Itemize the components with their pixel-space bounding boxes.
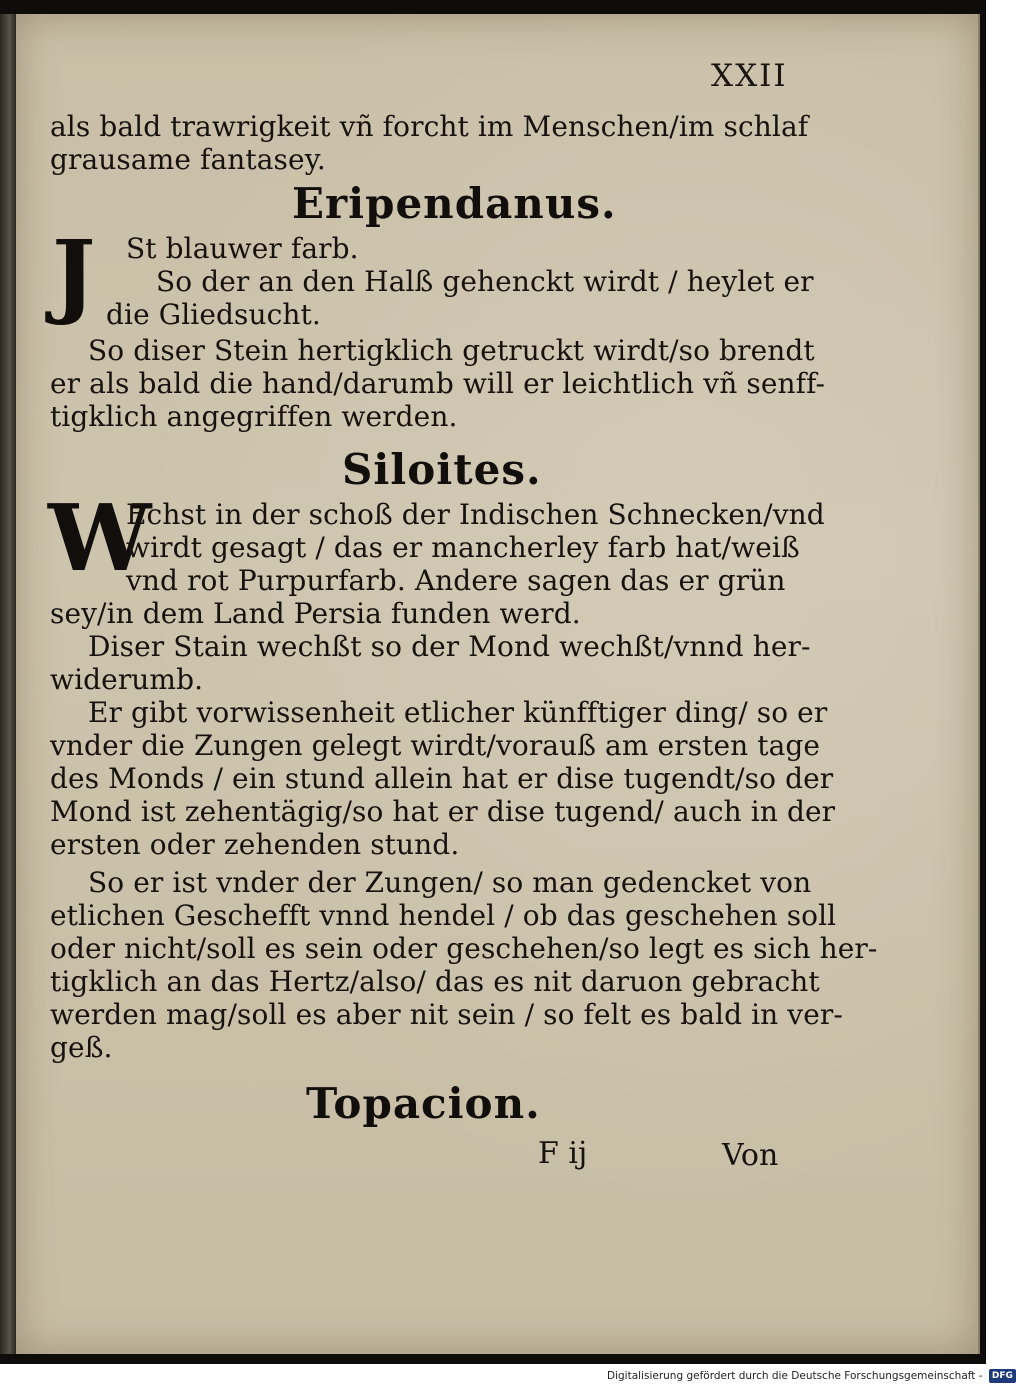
text-line: wirdt gesagt / das er mancherley farb hat/weiß bbox=[126, 531, 800, 564]
signature-mark: F ij bbox=[538, 1136, 588, 1171]
dfg-logo: DFG bbox=[989, 1369, 1016, 1383]
text-line: ersten oder zehenden stund. bbox=[50, 828, 460, 861]
catchword: Von bbox=[722, 1138, 779, 1173]
text-line: grausame fantasey. bbox=[50, 143, 326, 176]
book-page bbox=[16, 14, 980, 1354]
text-line: vnd rot Purpurfarb. Andere sagen das er grün bbox=[126, 564, 786, 597]
footer-text: Digitalisierung gefördert durch die Deutsche Forschungsgemeinschaft - bbox=[607, 1370, 983, 1382]
text-line: widerumb. bbox=[50, 663, 204, 696]
text-line: etlichen Geschefft vnnd hendel / ob das geschehen soll bbox=[50, 899, 837, 932]
siloites-paragraph-1 bbox=[50, 630, 810, 696]
folio-number: XXII bbox=[711, 58, 788, 94]
drop-cap-w: W bbox=[48, 484, 152, 592]
text-line: tigklich angegriffen werden. bbox=[50, 400, 458, 433]
text-line: So diser Stein hertigklich getruckt wirdt/so brendt bbox=[88, 334, 815, 367]
section-heading-siloites: Siloites. bbox=[342, 445, 542, 494]
text-line: die Gliedsucht. bbox=[106, 298, 321, 331]
text-line: Er gibt vorwissenheit etlicher künfftiger ding/ so er bbox=[88, 696, 828, 729]
section-heading-eripendanus: Eripendanus. bbox=[292, 179, 617, 228]
text-line: vnder die Zungen gelegt wirdt/vorauß am ersten tage bbox=[50, 729, 821, 762]
text-line: Mond ist zehentägig/so hat er dise tugend/ auch in der bbox=[50, 795, 836, 828]
siloites-opening bbox=[50, 498, 825, 630]
book-spine bbox=[0, 14, 16, 1354]
text-line: So er ist vnder der Zungen/ so man gedencket von bbox=[88, 866, 812, 899]
drop-cap-j: J bbox=[52, 220, 96, 328]
text-line: als bald trawrigkeit vñ forcht im Menschen/im schlaf bbox=[50, 110, 809, 143]
text-line: Diser Stain wechßt so der Mond wechßt/vnnd her- bbox=[88, 630, 811, 663]
intro-text bbox=[50, 110, 810, 176]
funding-footer bbox=[607, 1367, 1013, 1386]
text-line: des Monds / ein stund allein hat er dise tugendt/so der bbox=[50, 762, 834, 795]
text-line: Echst in der schoß der Indischen Schnecken/vnd bbox=[126, 498, 825, 531]
text-line: St blauwer farb. bbox=[126, 232, 359, 265]
text-line: sey/in dem Land Persia funden werd. bbox=[50, 597, 581, 630]
text-line: So der an den Halß gehenckt wirdt / heylet er bbox=[156, 265, 814, 298]
text-line: tigklich an das Hertz/also/ das es nit daruon gebracht bbox=[50, 965, 820, 998]
text-line: er als bald die hand/darumb will er leichtlich vñ senff- bbox=[50, 367, 826, 400]
text-line: oder nicht/soll es sein oder geschehen/so legt es sich her- bbox=[50, 932, 878, 965]
section-heading-topacion: Topacion. bbox=[306, 1079, 541, 1128]
text-line: geß. bbox=[50, 1031, 113, 1064]
siloites-paragraph-2 bbox=[50, 696, 836, 861]
text-line: werden mag/soll es aber nit sein / so felt es bald in ver- bbox=[50, 998, 843, 1031]
eripendanus-opening bbox=[50, 232, 814, 331]
siloites-paragraph-3 bbox=[50, 866, 878, 1064]
eripendanus-body bbox=[50, 334, 826, 433]
